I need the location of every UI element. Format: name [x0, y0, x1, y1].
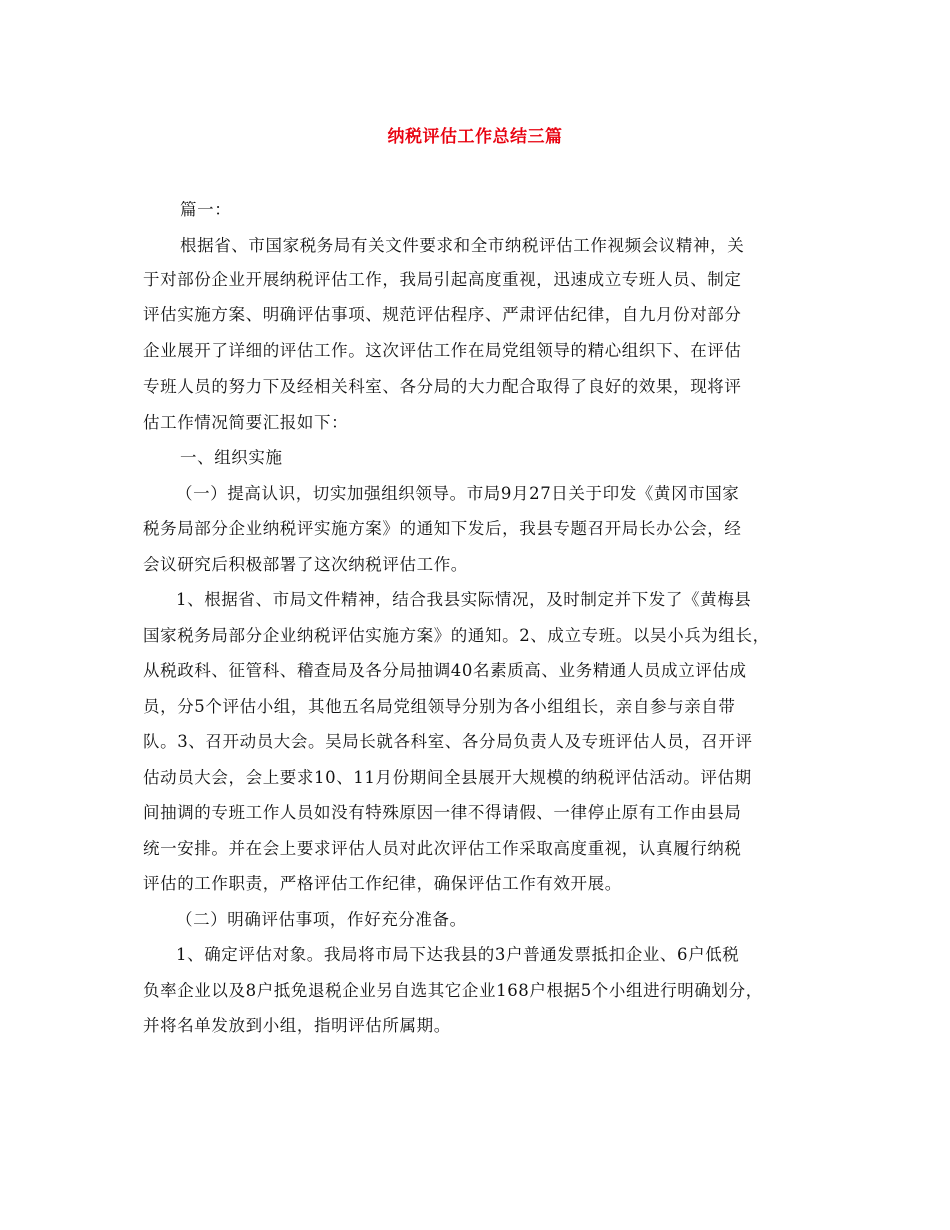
- paragraph-line: 评估实施方案、明确评估事项、规范评估程序、严肃评估纪律，自九月份对部分: [143, 305, 742, 324]
- paragraph-line: 并将名单发放到小组，指明评估所属期。: [143, 1016, 451, 1035]
- paragraph-line: 1、确定评估对象。我局将市局下达我县的3户普通发票抵扣企业、6户低税: [176, 945, 740, 964]
- paragraph-line: 负率企业以及8户抵免退税企业另自选其它企业168户根据5个小组进行明确划分，: [143, 981, 763, 1000]
- paragraph-line: 篇一：: [180, 200, 232, 219]
- paragraph-line: 企业展开了详细的评估工作。这次评估工作在局党组领导的精心组织下、在评估: [143, 341, 742, 360]
- paragraph-line: 队。3、召开动员大会。吴局长就各科室、各分局负责人及专班评估人员，召开评: [143, 732, 753, 751]
- paragraph-line: 税务局部分企业纳税评实施方案》的通知下发后，我县专题召开局长办公会，经: [143, 519, 742, 538]
- paragraph-line: 统一安排。并在会上要求评估人员对此次评估工作采取高度重视，认真履行纳税: [143, 839, 742, 858]
- section-heading: 一、组织实施: [180, 448, 283, 467]
- paragraph-line: 根据省、市国家税务局有关文件要求和全市纳税评估工作视频会议精神，关: [180, 236, 745, 255]
- paragraph-line: （一）提高认识，切实加强组织领导。市局9月27日关于印发《黄冈市国家: [176, 484, 740, 503]
- paragraph-line: 1、根据省、市局文件精神，结合我县实际情况，及时制定并下发了《黄梅县: [176, 590, 752, 609]
- paragraph-line: 国家税务局部分企业纳税评估实施方案》的通知。2、成立专班。以吴小兵为组长，: [143, 626, 770, 645]
- paragraph-line: 评估的工作职责，严格评估工作纪律，确保评估工作有效开展。: [143, 874, 622, 893]
- paragraph-line: 估动员大会，会上要求10、11月份期间全县展开大规模的纳税评估活动。评估期: [143, 768, 752, 787]
- paragraph-line: 专班人员的努力下及经相关科室、各分局的大力配合取得了良好的效果，现将评: [143, 377, 742, 396]
- paragraph-line: 于对部份企业开展纳税评估工作，我局引起高度重视，迅速成立专班人员、制定: [143, 270, 742, 289]
- document-title: 纳税评估工作总结三篇: [387, 127, 563, 147]
- paragraph-line: 会议研究后积极部署了这次纳税评估工作。: [143, 555, 468, 574]
- paragraph-line: 估工作情况简要汇报如下：: [143, 413, 349, 432]
- paragraph-line: 间抽调的专班工作人员如没有特殊原因一律不得请假、一律停止原有工作由县局: [143, 803, 742, 822]
- paragraph-line: 从税政科、征管科、稽查局及各分局抽调40名素质高、业务精通人员成立评估成: [143, 661, 747, 680]
- section-heading: （二）明确评估事项，作好充分准备。: [176, 910, 467, 929]
- paragraph-line: 员，分5个评估小组，其他五名局党组领导分别为各小组组长，亲自参与亲自带: [143, 697, 736, 716]
